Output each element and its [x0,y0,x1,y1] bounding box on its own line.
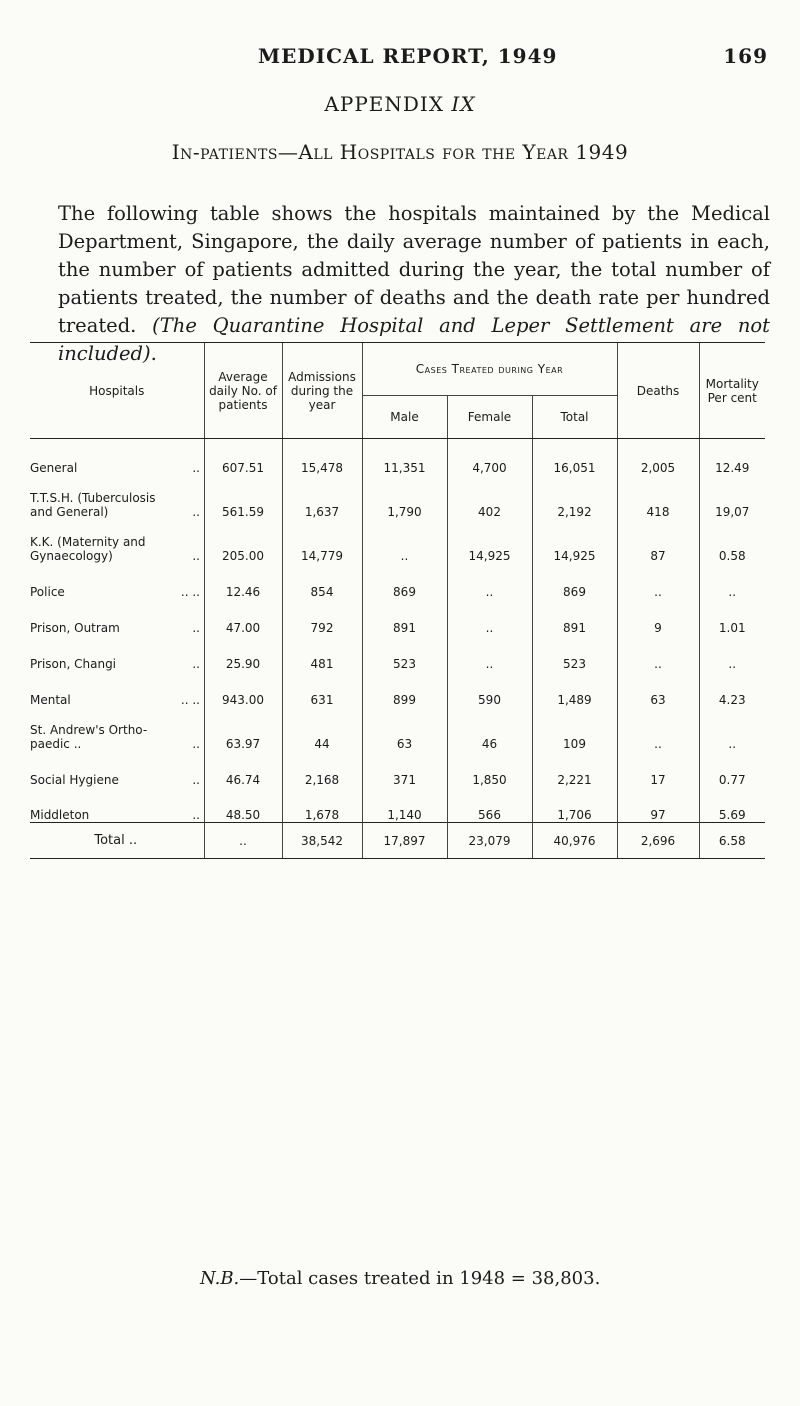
total-cell: 16,051 [532,439,617,475]
admissions-cell: 854 [282,563,362,599]
average-cell: 12.46 [204,563,282,599]
deaths-cell: .. [617,707,699,751]
deaths-cell: 63 [617,671,699,707]
total-cell: 2,221 [532,751,617,787]
mortality-cell: 1.01 [699,599,765,635]
dot-leader: .. [192,656,200,671]
hospital-name [30,808,200,822]
total-cell: 109 [532,707,617,751]
dot-leader: .. [192,460,200,475]
hospital-name-line1: Prison, Outram [30,620,120,635]
total-female-cell: 23,079 [447,823,532,859]
female-cell: .. [447,563,532,599]
hospital-name-cell [30,519,204,563]
hospital-name-cell [30,475,204,519]
appendix-prefix: APPENDIX [324,92,445,116]
col-header-deaths: Deaths [617,343,699,439]
hospital-name [30,535,200,563]
average-cell: 47.00 [204,599,282,635]
deaths-cell: .. [617,635,699,671]
male-cell: 11,351 [362,439,447,475]
table-body [30,439,765,859]
admissions-cell: 44 [282,707,362,751]
footnote-text: —Total cases treated in 1948 = 38,803. [239,1268,601,1289]
table-row [30,635,765,671]
hospital-name-line1: St. Andrew's Ortho- [30,722,148,737]
average-cell: 561.59 [204,475,282,519]
male-cell: 899 [362,671,447,707]
admissions-cell: 792 [282,599,362,635]
female-cell: .. [447,599,532,635]
dot-leader: .. [192,808,200,822]
male-cell: 1,140 [362,787,447,823]
dot-leader: .. [192,620,200,635]
hospital-name-cell [30,563,204,599]
hospital-name-line1: K.K. (Maternity and [30,534,146,549]
hospital-name-line2: and General) [30,504,109,519]
hospital-name-cell [30,439,204,475]
col-header-cases: Cases Treated during Year [362,343,617,396]
total-average-cell: .. [204,823,282,859]
deaths-cell: 418 [617,475,699,519]
hospital-name-cell [30,707,204,751]
col-header-female: Female [447,396,532,439]
total-label: Total .. [30,823,204,859]
hospital-name [30,723,200,751]
admissions-cell: 2,168 [282,751,362,787]
appendix-title [0,92,800,116]
col-header-mortality: Mortality Per cent [699,343,765,439]
female-cell: 402 [447,475,532,519]
table-row [30,707,765,751]
deaths-cell: 17 [617,751,699,787]
intro-text: The following table shows the hospitals maintained by the Medical Department, Singapore, the daily average number of patients in each, the number of patients admitted during the year, the total number of patients treated, the number of deaths and the death rate per hundred treated. [58,201,770,337]
deaths-cell: 97 [617,787,699,823]
mortality-cell: 0.58 [699,519,765,563]
average-cell: 607.51 [204,439,282,475]
hospital-name-cell [30,599,204,635]
table-row [30,439,765,475]
admissions-cell: 15,478 [282,439,362,475]
col-header-total: Total [532,396,617,439]
table-row [30,671,765,707]
female-cell: 590 [447,671,532,707]
female-cell: 46 [447,707,532,751]
inpatients-table [30,342,765,859]
total-cell: 869 [532,563,617,599]
table-row [30,563,765,599]
mortality-cell: 0.77 [699,751,765,787]
dot-leader: .. [192,772,200,787]
admissions-cell: 481 [282,635,362,671]
hospital-name-cell [30,671,204,707]
male-cell: 523 [362,635,447,671]
hospital-name-line2: paedic .. [30,736,82,751]
admissions-cell: 1,637 [282,475,362,519]
table-row [30,519,765,563]
mortality-cell: .. [699,563,765,599]
admissions-cell: 14,779 [282,519,362,563]
hospital-name-line1: T.T.S.H. (Tuberculosis [30,490,156,505]
table-row [30,787,765,823]
footnote [200,1268,600,1289]
average-cell: 46.74 [204,751,282,787]
col-header-average: Average daily No. of patients [204,343,282,439]
admissions-cell: 1,678 [282,787,362,823]
male-cell: .. [362,519,447,563]
total-total-cell: 40,976 [532,823,617,859]
deaths-cell: 2,005 [617,439,699,475]
male-cell: 63 [362,707,447,751]
dot-leader: .. [192,548,200,563]
average-cell: 63.97 [204,707,282,751]
appendix-number: IX [451,92,476,116]
dot-leader: .. .. [180,584,200,599]
hospital-name [30,491,200,519]
female-cell: 14,925 [447,519,532,563]
hospital-name-line1: General [30,460,78,475]
total-cell: 523 [532,635,617,671]
average-cell: 25.90 [204,635,282,671]
hospital-name-line1: Mental [30,692,71,707]
male-cell: 371 [362,751,447,787]
mortality-cell: 4.23 [699,671,765,707]
mortality-cell: .. [699,635,765,671]
hospital-name [30,621,200,635]
total-cell: 891 [532,599,617,635]
total-row [30,823,765,859]
male-cell: 891 [362,599,447,635]
total-cell: 1,706 [532,787,617,823]
total-mortality-cell: 6.58 [699,823,765,859]
hospital-name [30,461,200,475]
mortality-cell: 5.69 [699,787,765,823]
total-deaths-cell: 2,696 [617,823,699,859]
total-male-cell: 17,897 [362,823,447,859]
hospital-name-cell [30,635,204,671]
female-cell: 4,700 [447,439,532,475]
total-cell: 2,192 [532,475,617,519]
intro-italic-note: (The Quarantine Hospital and Leper Settlement are not included) [58,313,770,365]
mortality-cell: 19,07 [699,475,765,519]
hospital-name [30,585,200,599]
total-admissions-cell: 38,542 [282,823,362,859]
male-cell: 869 [362,563,447,599]
hospital-name-cell [30,751,204,787]
average-cell: 943.00 [204,671,282,707]
mortality-cell: .. [699,707,765,751]
admissions-cell: 631 [282,671,362,707]
average-cell: 205.00 [204,519,282,563]
hospital-name-line1: Social Hygiene [30,772,119,787]
hospital-name-line1: Police [30,584,65,599]
section-heading: In-patients—All Hospitals for the Year 1949 [171,140,629,164]
hospital-name [30,657,200,671]
running-head [0,44,800,74]
dot-leader: .. .. [180,692,200,707]
running-head-title: MEDICAL REPORT, 1949 [258,44,558,68]
page-number: 169 [723,44,768,68]
col-header-male: Male [362,396,447,439]
footnote-prefix: N.B. [200,1268,240,1289]
deaths-cell: 9 [617,599,699,635]
male-cell: 1,790 [362,475,447,519]
female-cell: 566 [447,787,532,823]
female-cell: 1,850 [447,751,532,787]
total-cell: 1,489 [532,671,617,707]
hospital-name [30,773,200,787]
mortality-cell: 12.49 [699,439,765,475]
hospital-name-line2: Gynaecology) [30,548,113,563]
hospital-name-line1: Middleton [30,808,90,822]
hospital-name [30,693,200,707]
table-row [30,599,765,635]
dot-leader: .. [192,504,200,519]
female-cell: .. [447,635,532,671]
table-row [30,751,765,787]
hospital-name-line1: Prison, Changi [30,656,117,671]
hospital-name-cell [30,787,204,823]
total-cell: 14,925 [532,519,617,563]
table-row [30,475,765,519]
intro-end: . [150,341,157,365]
col-header-admissions: Admissions during the year [282,343,362,439]
dot-leader: .. [192,736,200,751]
deaths-cell: .. [617,563,699,599]
deaths-cell: 87 [617,519,699,563]
col-header-hospitals: Hospitals [30,343,204,439]
average-cell: 48.50 [204,787,282,823]
